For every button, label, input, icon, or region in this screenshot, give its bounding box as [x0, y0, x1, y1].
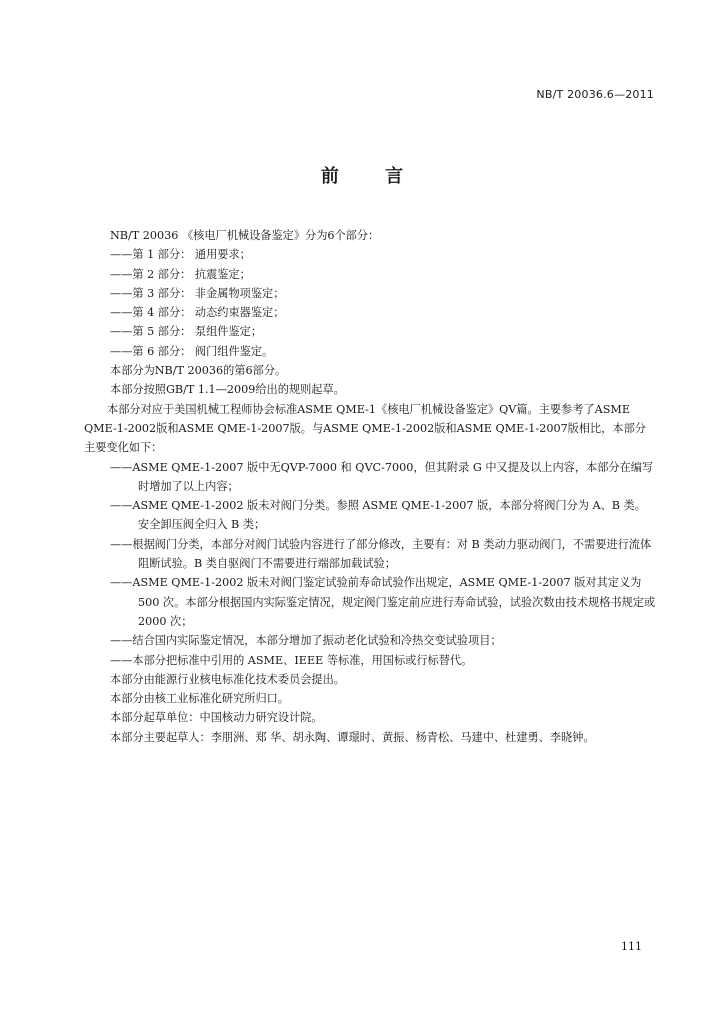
change-item: ——ASME QME-1-2002 版未对阀门分类。参照 ASME QME-1-2007 版，本部分将阀门分为 A、B 类。安全卸压阀全归入 B 类； [110, 499, 646, 532]
this-part-paragraph: 本部分为NB/T 20036的第6部分。 [110, 364, 287, 378]
part-item: ——第 1 部分： 通用要求； [110, 248, 251, 262]
page-number: 111 [621, 940, 642, 953]
foreword-body [84, 226, 657, 747]
change-item: ——ASME QME-1-2007 版中无QVP-7000 和 QVC-7000，但其附录 G 中又提及以上内容，本部分在编写时增加了以上内容； [110, 460, 654, 493]
change-item: ——ASME QME-1-2002 版未对阀门鉴定试验前寿命试验作出规定，ASME QME-1-2007 版对其定义为 500 次。本部分根据国内实际鉴定情况，规定阀门鉴定前应进行寿命试验，试验次数由技术规格书规定或 2000 次； [110, 576, 656, 628]
proposed-by-paragraph: 本部分由能源行业核电标准化技术委员会提出。 [110, 672, 345, 686]
managed-by-paragraph: 本部分由核工业标准化研究所归口。 [110, 692, 290, 706]
correspondence-paragraph: 本部分对应于美国机械工程师协会标准ASME QME-1《核电厂机械设备鉴定》QV篇。主要参考了ASME QME-1-2002版和ASME QME-1-2007版。与ASME QME-1-2002版和ASME QME-1-2007版相比，本部分主要变化如下： [84, 402, 646, 455]
part-item: ——第 2 部分： 抗震鉴定； [110, 267, 251, 281]
change-item: ——结合国内实际鉴定情况，本部分增加了振动老化试验和冷热交变试验项目； [110, 634, 502, 648]
standard-number: NB/T 20036.6—2011 [536, 88, 654, 101]
part-item: ——第 3 部分： 非金属物项鉴定； [110, 286, 285, 300]
part-item: ——第 4 部分： 动态约束器鉴定； [110, 306, 285, 320]
part-item: ——第 5 部分： 泵组件鉴定； [110, 325, 263, 339]
page-title: 前 言 [320, 166, 424, 187]
drafting-rules-paragraph: 本部分按照GB/T 1.1—2009给出的规则起草。 [110, 383, 345, 397]
change-item: ——本部分把标准中引用的 ASME、IEEE 等标准，用国标或行标替代。 [110, 653, 473, 667]
part-item: ——第 6 部分： 阀门组件鉴定。 [110, 344, 274, 358]
intro-paragraph: NB/T 20036 《核电厂机械设备鉴定》分为6个部分： [110, 229, 380, 242]
drafting-unit-paragraph: 本部分起草单位：中国核动力研究设计院。 [110, 711, 323, 725]
change-item: ——根据阀门分类，本部分对阀门试验内容进行了部分修改，主要有：对 B 类动力驱动阀门，不需要进行流体阻断试验。B 类自驱阀门不需要进行端部加载试验； [110, 537, 652, 571]
drafters-paragraph: 本部分主要起草人：李朋洲、郑 华、胡永陶、谭璟时、黄振、杨青松、马建中、杜建勇、李晓钟。 [110, 730, 595, 744]
